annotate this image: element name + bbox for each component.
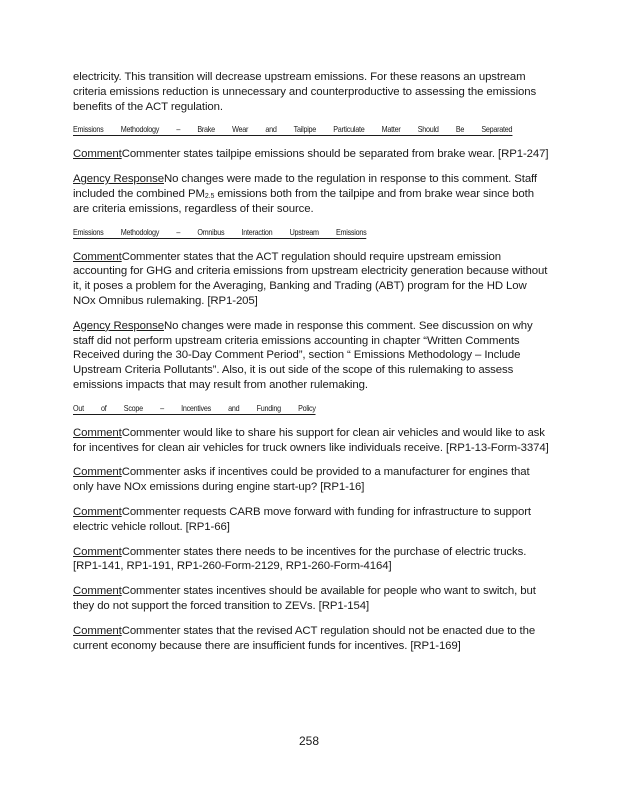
section-heading-omnibus: Emissions Methodology – Omnibus Interaction Upstream Emissions bbox=[73, 226, 367, 237]
agency-response-label: Agency Response bbox=[73, 173, 164, 186]
comment-label: Comment bbox=[73, 250, 122, 263]
comment-label: Comment bbox=[73, 426, 122, 439]
page-number: 258 bbox=[298, 734, 320, 748]
section-heading-out-of-scope: Out of Scope – Incentives and Funding Policy bbox=[73, 402, 316, 413]
comment-incentives-voluntary: CommentCommenter states incentives should be available for people who want to switch, but they do not support the forced transition to ZEVs. [RP1-154] bbox=[73, 585, 536, 612]
document-page bbox=[73, 70, 551, 663]
agency-response-brake-wear: Agency ResponseNo changes were made to the regulation in response to this comment. Staff included the combined $PM_{2.5}$ emissions both from the tailpipe and from brake wear since both are criteria emissions, regardless of their source. bbox=[73, 173, 537, 215]
comment-label: Comment bbox=[73, 148, 122, 161]
comment-incentives-manufacturer: CommentCommenter asks if incentives could be provided to a manufacturer for engines that only have NOx emissions during engine start-up? [RP1-16] bbox=[73, 466, 530, 494]
comment-omnibus: CommentCommenter states that the ACT regulation should require upstream emission accounting for GHG and criteria emissions from upstream electricity generation because without it, it poses a problem for the Averaging, Banking and Trading (ABT) program for the HD Low NOx Omnibus rulemaking. [RP1-205] bbox=[73, 250, 548, 307]
agency-response-omnibus: Agency ResponseNo changes were made in response this comment. See discussion on why staff did not perform upstream criteria emissions accounting in chapter “Written Comments Received during the 30-Day Comment Period”, section “ Emissions Methodology – Include Upstream Criteria Pollutants”. Also, it is out side of the scope of this rulemaking to assess emissions impacts that may result from another rulemaking. bbox=[73, 319, 533, 391]
agency-response-label: Agency Response bbox=[73, 319, 164, 332]
comment-brake-wear: CommentCommenter states tailpipe emissions should be separated from brake wear. [RP1-247] bbox=[73, 148, 549, 161]
comment-incentives-electric-trucks: CommentCommenter states there needs to be incentives for the purchase of electric trucks. [RP1-141, RP1-191, RP1-260-Form-2129, RP1-260-Form-4164] bbox=[73, 545, 527, 573]
comment-insufficient-funds: CommentCommenter states that the revised ACT regulation should not be enacted due to the current economy because there are insufficient funds for incentives. [RP1-169] bbox=[73, 624, 536, 652]
comment-label: Comment bbox=[73, 505, 122, 518]
comment-funding-infrastructure: CommentCommenter requests CARB move forward with funding for infrastructure to support electric vehicle rollout. [RP1-66] bbox=[73, 505, 531, 533]
comment-label: Comment bbox=[73, 466, 122, 479]
comment-label: Comment bbox=[73, 545, 122, 558]
comment-label: Comment bbox=[73, 624, 122, 637]
section-heading-brake-wear: Emissions Methodology – Brake Wear and Tailpipe Particulate Matter Should Be Separated bbox=[73, 124, 513, 135]
intro-paragraph: electricity. This transition will decrease upstream emissions. For these reasons an upstream criteria emissions reduction is unnecessary and counterproductive to assessing the emissions benefits of the ACT regulation. bbox=[73, 71, 537, 113]
comment-label: Comment bbox=[73, 585, 122, 598]
comment-incentives-clean-air: CommentCommenter would like to share his support for clean air vehicles and would like to ask for incentives for clean air vehicles for truck owners like individuals receive. [RP1-13-Form-3374] bbox=[73, 426, 549, 454]
